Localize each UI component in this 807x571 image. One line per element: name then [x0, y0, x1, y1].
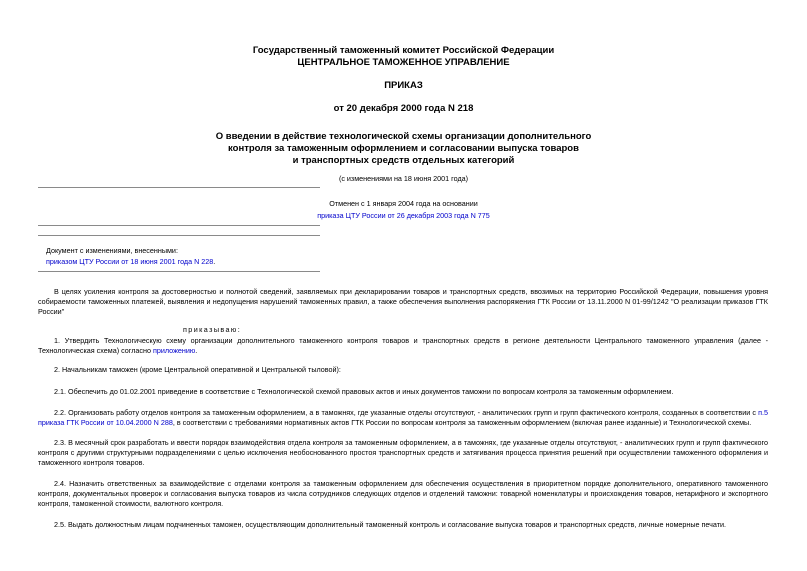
order-288-link[interactable]: п.5 приказа ГТК России от 10.04.2000 N 288	[38, 408, 769, 427]
document-type: ПРИКАЗ	[384, 80, 423, 91]
paragraph-2-3: 2.3. В месячный срок разработать и ввести порядок взаимодействия отдела контроля за таможенным оформлением, а в таможнях, где указанные отделы отсутствуют, - аналитических групп и групп фактического контроля с другими структурными подразделениями с целью исключения необоснованного простоя транспортных средств и затягивания процесса принятия решений при осуществлении таможенного оформления и таможенного контроля товаров.	[38, 438, 768, 467]
document-title-line-3: и транспортных средств отдельных категорий	[292, 155, 515, 166]
changes-note-text: Документ с изменениями, внесенными:	[46, 246, 178, 255]
amendments-note: (с изменениями на 18 июня 2001 года)	[338, 174, 469, 183]
document-title-line-2: контроля за таможенным оформлением и согласовании выпуска товаров	[228, 143, 579, 154]
paragraph-2-2-text: 2.2. Организовать работу отделов контроля за таможенным оформлением, а в таможнях, где указанные отделы отсутствуют, - аналитических групп и групп фактического контроля, созданных в соответствии с	[54, 408, 756, 417]
department-name: ЦЕНТРАЛЬНОЕ ТАМОЖЕННОЕ УПРАВЛЕНИЕ	[297, 57, 510, 68]
preamble-paragraph: В целях усиления контроля за достоверностью и полнотой сведений, заявляемых при декларировании товаров и транспортных средств, ввозимых на территорию Российской Федерации, повышения уровня собираемости таможенных платежей, выявления и недопущения нарушений таможенных правил, а также обеспечения выполнения распоряжения ГТК России от 13.11.2000 N 01-99/1242 "О реализации приказов ГТК России"	[38, 287, 768, 316]
appendix-link[interactable]: приложению	[152, 346, 196, 355]
committee-name: Государственный таможенный комитет Российской Федерации	[252, 45, 555, 56]
order-word: приказываю:	[183, 325, 242, 334]
paragraph-2-2	[38, 408, 768, 428]
document-date-number: от 20 декабря 2000 года N 218	[333, 103, 474, 114]
divider	[38, 271, 320, 272]
paragraph-1	[38, 336, 768, 356]
paragraph-2-5: 2.5. Выдать должностным лицам подчиненных таможен, осуществляющим дополнительный таможенный контроль и согласование выпуска товаров и транспортных средств, личные номерные печати.	[54, 520, 727, 529]
document-title-line-1: О введении в действие технологической схемы организации дополнительного	[215, 131, 592, 142]
paragraph-1-text: 1. Утвердить Технологическую схему организации дополнительного таможенного контроля товаров и транспортных средств в регионе деятельности Центрального таможенного управления (далее - Технологическая схема) согласно	[38, 336, 768, 355]
paragraph-2-1: 2.1. Обеспечить до 01.02.2001 приведение в соответствие с Технологической схемой правовых актов и иных документов таможни по вопросам контроля за таможенным оформлением.	[54, 387, 674, 396]
paragraph-1-suffix: .	[195, 346, 198, 355]
paragraph-2: 2. Начальникам таможен (кроме Центральной оперативной и Центральной тыловой):	[54, 365, 341, 374]
divider	[38, 235, 320, 236]
divider	[38, 225, 320, 226]
divider	[38, 187, 320, 188]
cancellation-text: Отменен с 1 января 2004 года на основании	[329, 199, 478, 208]
cancellation-link[interactable]: приказа ЦТУ России от 26 декабря 2003 года N 775	[317, 211, 490, 220]
changes-note	[46, 257, 215, 266]
paragraph-2-4: 2.4. Назначить ответственных за взаимодействие с отделами контроля за таможенным оформлением для обеспечения осуществления в приоритетном порядке дополнительного, оперативного таможенного контроля, документальных проверок и согласования выпуска товаров из числа сотрудников следующих отделов и отделений таможни: товарной номенклатуры и происхождения товаров, нетарифного и экспортного контроля, таможенной стоимости, валютного контроля.	[38, 479, 768, 508]
paragraph-2-2-suffix: , в соответствии с требованиями нормативных актов ГТК России по вопросам контроля за таможенным оформлением (включая ранее изданные) и Технологической схемы.	[172, 418, 752, 427]
changes-note-link[interactable]: приказом ЦТУ России от 18 июня 2001 года N 228	[46, 257, 214, 266]
changes-note-suffix: .	[213, 257, 216, 266]
